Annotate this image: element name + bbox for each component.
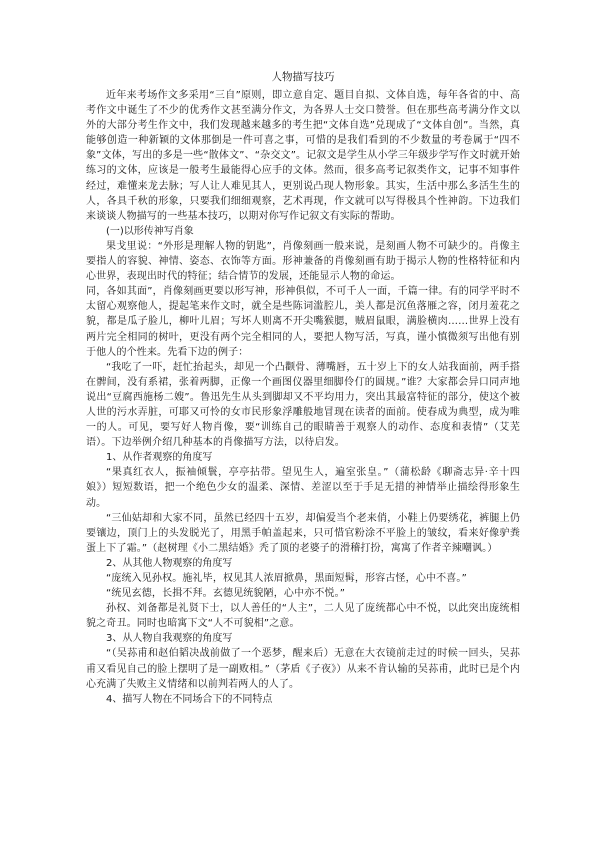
paragraph-gogol-quote: 果戈里说：“外形是理解人物的钥匙”，肖像刻画一般来说，是刻画人物不可缺少的。肖像主要指人的容貌、神情、姿态、衣饰等方面。形神兼备的肖像刻画有助于揭示人物的性格特征和内心世界，表现出时代的特征；结合情节的发展，还能显示人物的命运。 xyxy=(86,240,520,283)
intro-paragraph: 近年来考场作文多采用“三自”原则，即立意自定、题目自拟、文体自选，每年各省的中、高考作文中诞生了不少的优秀作文甚至满分作文，为各界人士交口赞誉。但在那些高考满分作文以外的大部分考生作文中，我们发现越来越多的考生把“文体自选”兑现成了“文体自创”。当然，真能够创造一种新颖的文体那倒是一件可喜之事，可惜的是我们看到的不少数量的考卷属于“四不象”文体，写出的多是一些“散体文”、“杂交文”。记叙文是学生从小学三年级步学写作文时就开始练习的文体，应该是一般考生最能得心应手的文体。然而，很多高考记叙类作文，记事不知事件经过，难懂来龙去脉；写人让人难见其人，更别说凸现人物形象。其实，生活中那么多活生生的人，各具千秋的形象，只要我们细细观察，艺术再现，作文就可以写得极具个性神韵。下边我们来谈谈人物描写的一些基本技巧，以期对你写作记叙文有实际的帮助。 xyxy=(86,90,520,222)
subheading-different-occasions: 4、描写人物在不同场合下的不同特点 xyxy=(106,693,273,705)
paragraph-liaozhai-example: “果真红衣人，振袖倾鬟，亭亭拈带。望见生人，遍室张皇。”（蒲松龄《聊斋志异·辛十四娘》）短短数语，把一个绝色少女的温柔、深情、差涩以至于手足无措的神情举止描绘得形象生动。 xyxy=(86,467,520,509)
paragraph-luxun-example: “我吃了一吓，赶忙抬起头，却见一个凸颧骨、薄嘴唇，五十岁上下的女人站我面前，两手搭在髀间，没有系裙，张着两脚，正像一个画图仪器里细脚伶仃的圆规。”谁？大家都会异口同声地说出“豆腐西施杨二嫂”。鲁迅先生从头到脚却又不平均用力，突出其最富特征的部分，使这个被人世的污水弄脏，可耶又可怜的女市民形象浮雕般地冒现在读者的面前。使春成为典型，成为唯一的人。可见，要写好人物肖像，要“训练自己的眼睛善于观察人的动作、态度和表情”（艾芜语）。下边举例介绍几种基本的肖像描写方法，以待启发。 xyxy=(86,361,520,449)
subheading-other-character-view: 2、从其他人物观察的角度写 xyxy=(106,557,233,569)
document-title: 人物描写技巧 xyxy=(271,71,335,83)
paragraph-pangtong-quote-2: “统见玄德，长揖不拜。玄德见统貌陋，心中亦不悦。” xyxy=(106,588,346,600)
subheading-author-view: 1、从作者观察的角度写 xyxy=(106,452,213,464)
paragraph-individuality: 同，各如其面”，肖像刻画更要以形写神，形神俱似，不可千人一面，千篇一律。有的同学平时不太留心观察他人，提起笔来作文时，就全是些陈词滥腔儿，美人都是沉鱼落雁之容，闭月羞花之貌，都是瓜子脸儿，柳叶儿眉；写坏人则离不开尖嘴猴腮，贼眉鼠眼，满脸横肉……世界上没有两片完全相同的树叶，更没有两个完全相同的人，要把人物写活，写真，谨小慎微须写出他有别于他人的个性来。先看下边的例子： xyxy=(86,286,520,358)
subheading-self-view: 3、从人物自我观察的角度写 xyxy=(106,633,233,645)
paragraph-ziye-example: “（吴荪甫和赵伯韬决战前做了一个恶梦，醒来后）无意在大衣镜前走过的时候一回头，吴荪甫又看见自己的脸上摆明了是一副败相。”（茅盾《子夜》）从来不肯认输的吴荪甫，此时已是个内心充满了失败主义情绪和以前判若两人的人了。 xyxy=(86,648,520,690)
paragraph-pangtong-analysis: 孙权、刘备都是礼贤下士，以人善任的“人主”，二人见了庞统都心中不悦，以此突出庞统相貌之奇丑。同时也暗寓下文“人不可貌相”之意。 xyxy=(86,603,520,630)
paragraph-sanxiangu-example: “三仙姑却和大家不同，虽然已经四十五岁，却偏爱当个老来俏，小鞋上仍要绣花，裤腿上仍要镶边，顶门上的头发脱光了，用黑手帕盖起来，只可惜官粉涂不平脸上的皱纹，看来好像驴粪蛋上下了霜。”（赵树理《小二黑结婚》秃了顶的老婆子的滑稽打扮，寓寓了作者辛辣嘲讽。） xyxy=(86,512,520,554)
paragraph-pangtong-quote-1: “庞统入见孙权。施礼毕，权见其人浓眉掀鼻，黑面短髯，形容古怪，心中不喜。” xyxy=(106,573,467,584)
section-heading-portrait: (一)以形传神写肖象 xyxy=(106,225,194,237)
